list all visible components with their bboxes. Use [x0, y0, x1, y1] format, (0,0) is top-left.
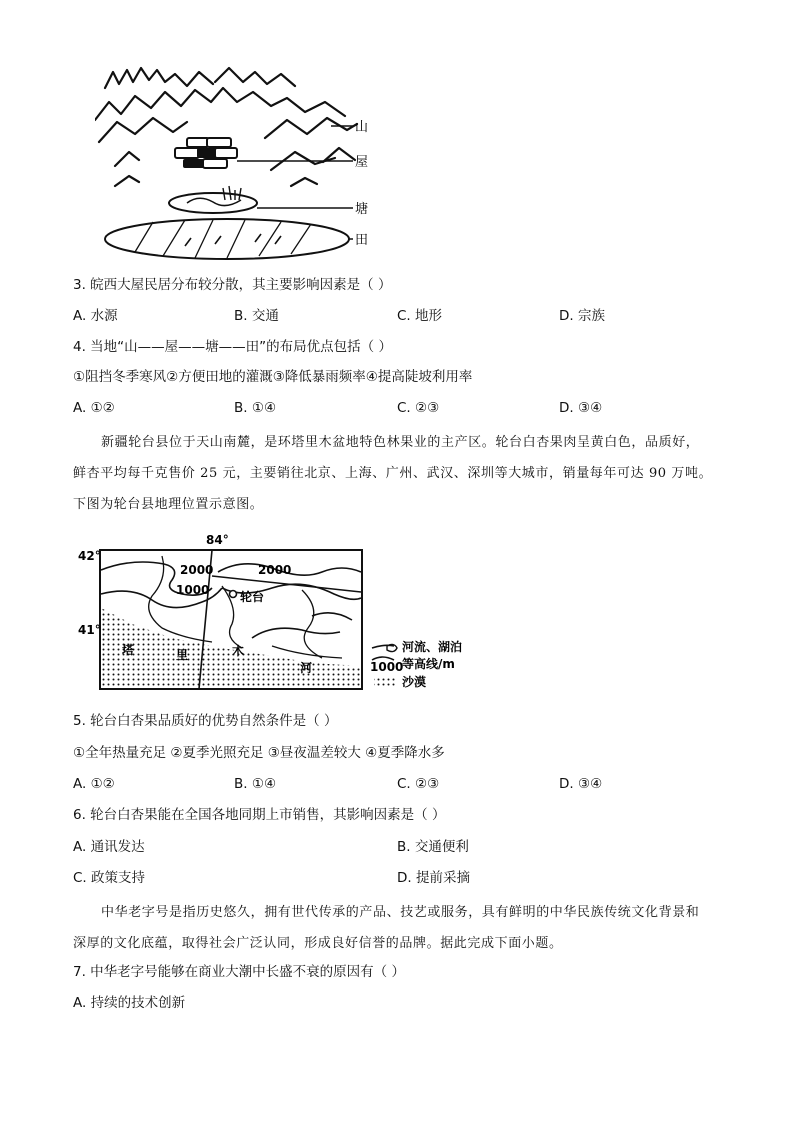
house-cluster [175, 138, 353, 168]
basin-char-4: 河 [300, 661, 313, 675]
pond-sketch [169, 186, 353, 213]
q6-option-b: B. 交通便利 [397, 839, 469, 855]
legend-contour-value: 1000 [370, 660, 404, 674]
figure-label-mountain: 山 [355, 120, 369, 135]
map-legend [370, 639, 462, 689]
q4-stem: 4. 当地“山——屋——塘——田”的布局优点包括（ ） [73, 339, 392, 355]
q5-statements: ①全年热量充足 ②夏季光照充足 ③昼夜温差较大 ④夏季降水多 [73, 745, 445, 761]
latitude-label-42: 42° [78, 549, 101, 563]
legend-desert-label: 沙漠 [402, 675, 427, 689]
legend-desert-icon [374, 676, 396, 686]
q6-option-c: C. 政策支持 [73, 870, 146, 886]
legend-river-label: 河流、湖泊 [402, 640, 463, 654]
q6-option-a: A. 通讯发达 [73, 839, 145, 855]
q5-stem: 5. 轮台白杏果品质好的优势自然条件是（ ） [73, 713, 338, 729]
basin-char-1: 塔 [122, 643, 135, 657]
q7-stem: 7. 中华老字号能够在商业大潮中长盛不衰的原因有（ ） [73, 964, 405, 980]
longitude-label: 84° [206, 533, 229, 547]
passage3-line1: 中华老字号是指历史悠久，拥有世代传承的产品、技艺或服务，具有鲜明的中华民族传统文化背景和 [101, 905, 700, 920]
legend-contour-label: 等高线/m [402, 657, 455, 671]
q5-option-a: A. ①② [73, 776, 115, 792]
passage2-line1: 新疆轮台县位于天山南麓，是环塔里木盆地特色林果业的主产区。轮台白杏果肉呈黄白色，品质好， [101, 435, 700, 450]
q4-option-b: B. ①④ [234, 400, 277, 416]
q4-option-a: A. ①② [73, 400, 115, 416]
figure-label-field: 田 [355, 233, 369, 248]
q3-option-b: B. 交通 [234, 308, 279, 324]
contour-label-1000: 1000 [176, 583, 210, 597]
q6-stem: 6. 轮台白杏果能在全国各地同期上市销售，其影响因素是（ ） [73, 807, 446, 823]
q4-statements: ①阻挡冬季寒风②方便田地的灌溉③降低暴雨频率④提高陡坡利用率 [73, 369, 473, 385]
q4-option-d: D. ③④ [559, 400, 603, 416]
luntai-location-map [72, 528, 497, 693]
q5-option-d: D. ③④ [559, 776, 603, 792]
q3-stem: 3. 皖西大屋民居分布较分散，其主要影响因素是（ ） [73, 277, 392, 293]
legend-river-icon [372, 645, 394, 648]
passage2-line3: 下图为轮台县地理位置示意图。 [73, 497, 264, 512]
q3-option-c: C. 地形 [397, 308, 443, 324]
q3-option-a: A. 水源 [73, 308, 118, 324]
q4-option-c: C. ②③ [397, 400, 440, 416]
figure-label-pond: 塘 [355, 202, 369, 217]
q6-option-d: D. 提前采摘 [397, 870, 470, 886]
basin-char-2: 里 [176, 648, 189, 662]
figure-label-house: 屋 [355, 155, 369, 170]
town-label: 轮台 [240, 590, 265, 604]
field-sketch [105, 219, 353, 259]
q5-option-b: B. ①④ [234, 776, 277, 792]
passage3-line2: 深厚的文化底蕴，取得社会广泛认同，形成良好信誉的品牌。据此完成下面小题。 [73, 936, 563, 951]
town-marker-icon [230, 591, 237, 598]
q5-option-c: C. ②③ [397, 776, 440, 792]
contour-label-2000-a: 2000 [180, 563, 214, 577]
latitude-label-41: 41° [78, 623, 101, 637]
mountain-house-pond-field-figure [95, 62, 385, 262]
passage2-line2: 鲜杏平均每千克售价 25 元，主要销往北京、上海、广州、武汉、深圳等大城市，销量每年可达 90 万吨。 [73, 466, 713, 481]
basin-char-3: 木 [232, 644, 245, 658]
q3-option-d: D. 宗族 [559, 308, 605, 324]
contour-label-2000-b: 2000 [258, 563, 292, 577]
q7-option-a: A. 持续的技术创新 [73, 995, 186, 1011]
